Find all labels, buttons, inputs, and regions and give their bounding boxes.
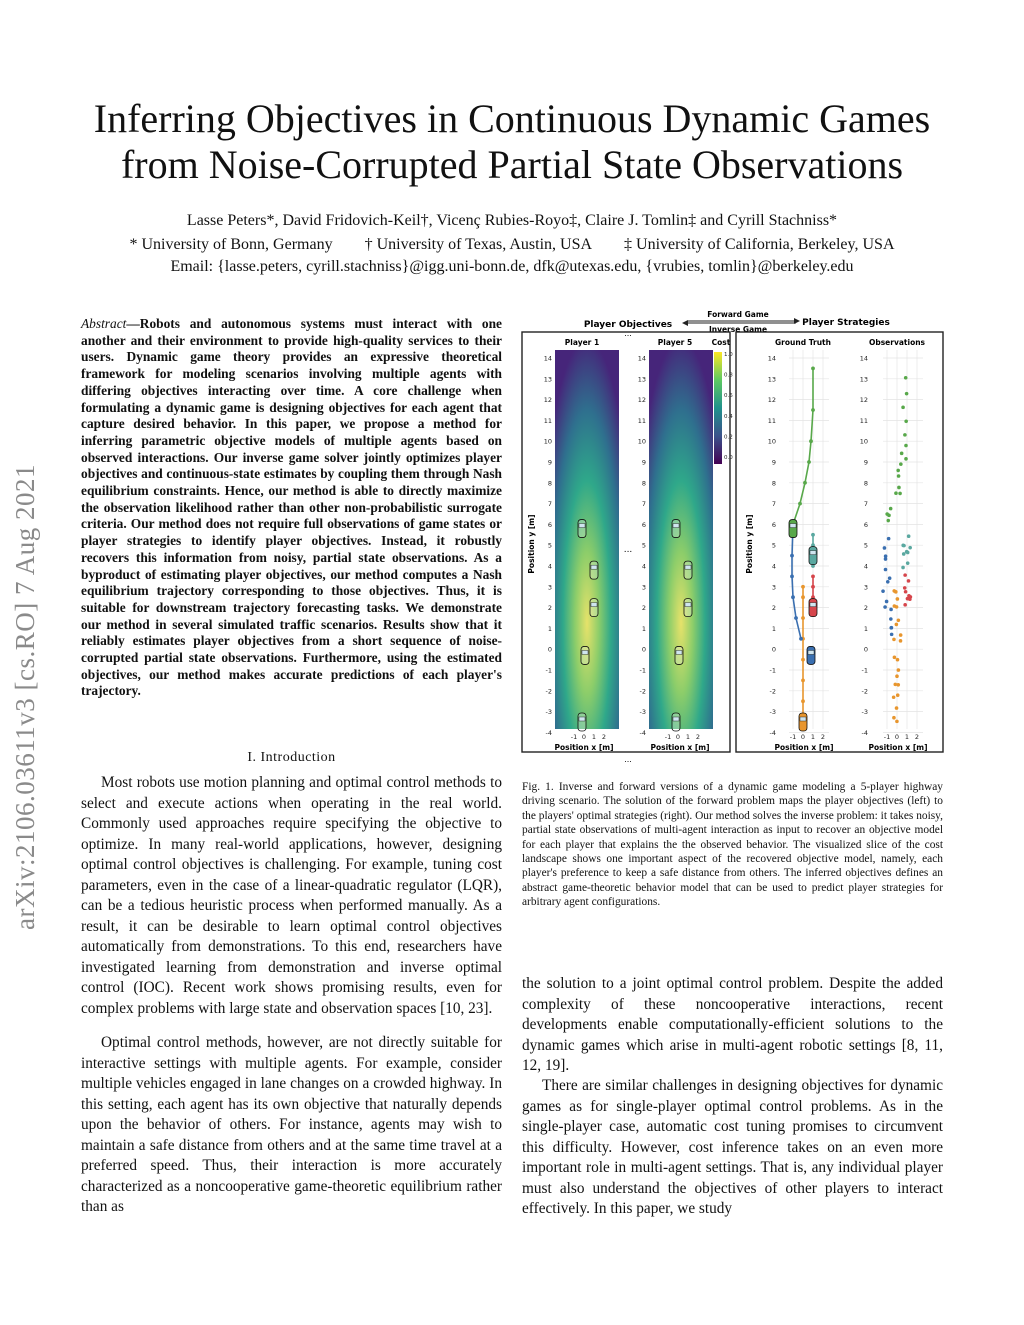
x-tick-ground-truth: 1 [810,733,816,741]
observation-point [884,568,888,572]
cost-tick-label: 0.4 [724,413,733,420]
trajectory-point [790,575,794,579]
cost-tick-label: 0.0 [724,455,733,461]
observation-point [907,579,911,583]
observation-point [903,573,907,577]
observation-point [896,658,900,662]
y-tick-player5: -4 [639,728,646,737]
trajectory-point [799,637,803,641]
y-tick-ground-truth: 10 [767,437,776,446]
y-tick-observations: 12 [859,396,868,405]
car-player5 [684,561,692,579]
car-player5 [672,520,680,538]
y-tick-player1: 6 [547,520,552,529]
y-tick-player5: 11 [637,416,646,425]
y-tick-ground-truth: 7 [771,500,776,509]
trajectory-point [803,481,807,485]
observation-point [897,474,901,478]
x-axis-label-ground-truth: Position x [m] [774,743,834,752]
y-axis-label-left: Position y [m] [527,514,536,574]
observation-point [895,706,899,710]
observation-point [899,639,903,643]
car-ground-truth [807,646,815,664]
x-tick-player1: 0 [581,733,587,741]
x-tick-observations: 1 [904,733,910,741]
car-ground-truth [809,599,817,617]
y-tick-player5: -1 [639,666,646,675]
y-tick-ground-truth: -4 [769,728,776,737]
y-tick-ground-truth: 5 [771,541,776,550]
observation-point [896,693,900,697]
observation-point [884,554,888,558]
ellipsis-bottom: ... [624,755,632,764]
panel-title-cost: Cost [711,338,731,347]
trajectory-point [811,575,815,579]
car-player5-window [673,717,679,721]
y-tick-observations: 2 [863,604,868,613]
observation-point [890,633,894,637]
observation-point [905,392,909,396]
y-tick-player1: -3 [545,708,552,717]
trajectory-point [801,679,805,683]
car-player1-window [582,650,588,654]
car-player5-window [673,524,679,528]
car-ground-truth-window [790,524,796,528]
ellipsis-middle: ... [623,545,633,555]
y-tick-player1: 10 [543,437,552,446]
car-player5 [684,599,692,617]
observation-point [894,491,898,495]
y-tick-player1: -1 [545,666,552,675]
x-tick-player5: 1 [685,733,691,741]
ellipsis-top: ... [624,329,632,338]
y-tick-observations: -3 [861,708,868,717]
trajectory-point [790,554,794,558]
car-player1-window [591,603,597,607]
observation-point [889,617,893,621]
y-tick-player5: 6 [641,520,646,529]
y-tick-player5: 3 [641,583,646,592]
y-tick-player5: 9 [641,458,646,467]
x-tick-player1: -1 [570,733,578,741]
title-line-2: from Noise-Corrupted Partial State Observations [120,142,904,187]
trajectory-point [811,408,815,412]
y-tick-observations: 4 [863,562,868,571]
y-tick-ground-truth: 0 [771,645,776,654]
affiliation-berkeley: ‡ University of California, Berkeley, USA [624,236,895,253]
car-ground-truth-window [808,650,814,654]
observation-point [895,605,899,609]
observation-point [906,561,910,565]
car-player5 [672,713,680,731]
y-tick-player1: 2 [547,604,552,613]
y-tick-observations: -1 [861,666,868,675]
trajectory-point [811,367,815,371]
x-tick-player1: 1 [591,733,597,741]
label-inverse-game: Inverse Game [708,325,768,334]
heatmap-player1 [555,350,619,729]
y-tick-player1: 0 [547,645,552,654]
inverse-arrowhead [682,320,688,326]
affiliations [60,234,964,256]
y-tick-observations: 13 [859,375,868,384]
observation-point [901,544,905,548]
y-tick-ground-truth: 8 [771,479,776,488]
observation-point [897,668,901,672]
y-tick-observations: 0 [863,645,868,654]
y-tick-ground-truth: 13 [767,375,776,384]
intro-paragraph-1: Most robots use motion planning and optimal control methods to select and execute actions when operating in the real world. Commonly used approaches require specifying the objective to optimize. In many real-world applications, however, designing optimal control objectives is challenging. For example, tuning cost parameters, even in the case of a linear-quadratic regulator (LQR), can be a tedious heuristic process when performed manually. As a result, it can be desirable to learn optimal control objectives automatically from demonstrations. To this end, researchers have investigated learning from demonstration and inverse optimal control (IOC). Recent work shows promising results, even for complex problems with large state and observation spaces [10, 23]. [81,774,502,1017]
heatmap-player5 [649,350,713,729]
cost-tick-label: 0.2 [724,434,733,441]
observation-point [896,597,900,601]
observation-point [901,566,905,570]
y-tick-observations: 10 [859,437,868,446]
title-line-1: Inferring Objectives in Continuous Dynamic Games [93,96,931,141]
observation-point [904,457,908,461]
trajectory-point [801,616,805,620]
y-tick-observations: -4 [861,728,868,737]
observation-point [885,600,889,604]
y-tick-ground-truth: 1 [771,624,776,633]
y-tick-observations: 14 [859,354,868,363]
y-tick-player5: 12 [637,396,646,405]
x-tick-ground-truth: 0 [800,733,806,741]
car-player1 [578,520,586,538]
observation-point [886,580,890,584]
observation-point [887,537,891,541]
y-tick-ground-truth: -2 [769,687,776,696]
intro-paragraph-2: Optimal control methods, however, are not directly suitable for interactive settings with multiple agents. For example, consider multiple vehicles engaged in lane changes on a crowded highway. In this setting, each agent has its own objective that naturally depends upon the behavior of others. For instance, agents may wish to maintain a safe distance from others and at the same time travel at a preferred speed. Thus, their interaction is more accurately characterized as a noncooperative game-theoretic equilibrium rather than as [81,1034,502,1215]
observation-point [900,452,904,456]
trajectory-point [798,502,802,506]
observation-point [899,462,903,466]
trajectory-point [801,585,805,589]
y-tick-ground-truth: 9 [771,458,776,467]
trajectory-point [811,533,815,537]
car-player1 [590,561,598,579]
observation-point [903,586,907,590]
observation-point [895,674,899,678]
car-player5 [675,646,683,664]
observation-point [904,590,908,594]
car-ground-truth-window [800,717,806,721]
y-tick-player1: 1 [547,624,552,633]
y-tick-observations: 3 [863,583,868,592]
label-player-objectives: Player Objectives [583,320,673,330]
observation-point [881,589,885,593]
y-tick-player5: 7 [641,500,646,509]
cost-tick-label: 0.8 [724,372,733,379]
right-paragraph-2: There are similar challenges in designing objectives for dynamic games as for single-player optimal control problems. As in the single-player case, automatic cost tuning promises to circumvent this difficulty. However, cost inference takes on an even more important role in multi-agent settings. That is, any individual player must also understand the objectives of other players to interact effectively. In this paper, we study [522,1077,943,1217]
y-tick-player5: -2 [639,687,646,696]
author-emails: Email: {lasse.peters, cyrill.stachniss}@igg.uni-bonn.de, dfk@utexas.edu, {vrubies, tomlin}@berkeley.edu [170,258,854,275]
y-tick-player1: 11 [543,416,552,425]
cost-colorbar [714,352,722,464]
abstract [81,316,502,700]
car-player1 [581,646,589,664]
observation-point [888,576,892,580]
observation-point [887,514,891,518]
y-tick-ground-truth: 12 [767,396,776,405]
y-tick-ground-truth: 4 [771,562,776,571]
observation-point [896,469,900,473]
panel-title-player5: Player 5 [657,338,693,347]
observation-point [889,507,893,511]
panel-title-observations: Observations [868,338,926,347]
y-tick-player1: 7 [547,500,552,509]
figure-caption: Fig. 1. Inverse and forward versions of a dynamic game modeling a 5-player highway driving scenario. The solution of the forward problem maps the player objectives (left) to the players' optimal strategies (right). Our method solves the inverse problem: it takes noisy, partial state observations of multi-agent interaction as input to recover an objective model for each player that explains the the observed behavior. The visualized slice of the cost landscape shows one important aspect of the recovered objective model, namely, each player's preference to keep a safe distance from others. The inferred objectives defines an abstract game-theoretic behavior model that can be used to predict player strategies for arbitrary agent configurations. [522,781,943,909]
observation-point [897,486,901,490]
car-ground-truth [789,520,797,538]
author-list: Lasse Peters*, David Fridovich-Keil†, Vicenç Rubies-Royo‡, Claire J. Tomlin‡ and Cyrill Stachniss* [186,212,838,229]
car-player1 [590,599,598,617]
observation-point [895,623,899,627]
strategies-frame [736,332,943,752]
panel-title-ground-truth: Ground Truth [775,338,831,347]
observation-point [883,605,887,609]
cost-tick-label: 1.0 [724,352,733,358]
car-player1-window [579,717,585,721]
y-tick-player1: 14 [543,354,552,363]
observation-point [898,492,902,496]
observation-point [903,603,907,607]
car-player1 [578,713,586,731]
observation-point [883,546,887,550]
y-tick-ground-truth: 2 [771,604,776,613]
y-tick-observations: 5 [863,541,868,550]
observation-point [892,716,896,720]
y-tick-ground-truth: -3 [769,708,776,717]
x-axis-label-player5: Position x [m] [650,743,710,752]
car-ground-truth [799,713,807,731]
x-axis-label-player1: Position x [m] [554,743,614,752]
y-tick-player1: 3 [547,583,552,592]
x-tick-observations: -1 [883,733,891,741]
car-ground-truth-window [810,551,816,555]
y-tick-ground-truth: 14 [767,354,776,363]
car-player1-window [591,565,597,569]
y-tick-player1: 13 [543,375,552,384]
y-tick-observations: 7 [863,500,868,509]
y-tick-ground-truth: 6 [771,520,776,529]
observation-point [889,608,893,612]
y-tick-player1: 5 [547,541,552,550]
y-tick-player1: 12 [543,396,552,405]
arxiv-identifier: arXiv:2106.03611v3 [cs.RO] 7 Aug 2021 [10,464,40,930]
car-ground-truth-window [810,603,816,607]
observation-point [890,626,894,630]
observation-point [902,552,906,556]
abstract-label: Abstract [81,316,127,331]
y-tick-ground-truth: 3 [771,583,776,592]
y-tick-player1: 9 [547,458,552,467]
abstract-text: —Robots and autonomous systems must interact with one another and their environment to provide high-quality services to their users. Dynamic game theory provides an expressive theoretical framework for modeling scenarios involving multiple agents with differing objectives interacting over time. A core challenge when formulating a dynamic game is designing objectives for each agent that capture desired behavior. In this paper, we propose a method for inferring parametric objective models of multiple agents based on observed interactions. Our inverse game solver jointly optimizes player objectives and continuous-state estimates by coupling them through Nash equilibrium constraints. Hence, our method is able to directly maximize the observation likelihood rather than other non-probabilistic surrogate criteria. Our method does not require full observations of game states or player strategies to identify player objectives. Instead, it robustly recovers this information from noisy, partial state observations. As a byproduct of estimating player objectives, our method computes a Nash equilibrium trajectory corresponding to those objectives. Thus, it is suitable for downstream trajectory forecasting tasks. We demonstrate our method in several simulated traffic scenarios. Results show that it reliably estimates player objectives from a short sequence of noise-corrupted partial state observations. Furthermore, using the estimated objectives, our method makes accurate predictions of each player's trajectory. [81,316,502,699]
observation-point [895,720,899,724]
y-tick-observations: 8 [863,479,868,488]
observation-point [904,419,908,423]
y-tick-player1: 8 [547,479,552,488]
x-tick-player1: 2 [601,733,607,741]
y-tick-player1: -2 [545,687,552,696]
figure-1 [518,306,948,766]
x-tick-player5: 2 [695,733,701,741]
y-tick-player5: 4 [641,562,646,571]
section-heading: I. Introduction [247,750,336,765]
car-ground-truth [809,547,817,565]
x-tick-observations: 2 [914,733,920,741]
x-tick-ground-truth: -1 [789,733,797,741]
car-player1-window [579,524,585,528]
trajectory-point [801,595,805,599]
observation-point [903,433,907,437]
observation-point [886,519,890,523]
y-tick-player5: 8 [641,479,646,488]
y-tick-observations: 6 [863,520,868,529]
x-tick-ground-truth: 2 [820,733,826,741]
trajectory-point [811,585,815,589]
affiliation-texas: † University of Texas, Austin, USA [364,236,593,253]
observation-point [904,376,908,380]
observation-point [896,683,900,687]
observation-point [899,633,903,637]
observation-point [897,618,901,622]
observation-point [908,546,912,550]
observation-point [901,406,905,410]
y-tick-ground-truth: -1 [769,666,776,675]
y-tick-player5: 2 [641,604,646,613]
label-player-strategies: Player Strategies [802,318,890,328]
trajectory-point [809,439,813,443]
paper-title [60,96,964,188]
y-tick-player5: -3 [639,708,646,717]
affiliation-bonn: * University of Bonn, Germany [129,236,333,253]
observation-point [892,638,896,642]
trajectory-point [791,595,795,599]
right-paragraph-1: the solution to a joint optimal control problem. Despite the added complexity of these noncooperative interactions, recent developments enable computationally-efficient solutions to the dynamic games which arise in multi-agent robotic settings [8, 11, 12, 19]. [522,975,943,1074]
y-tick-player5: 0 [641,645,646,654]
y-axis-label-right: Position y [m] [745,514,754,574]
y-tick-ground-truth: 11 [767,416,776,425]
x-tick-player5: 0 [675,733,681,741]
trajectory-point [801,658,805,662]
trajectory-point [807,460,811,464]
x-tick-player5: -1 [664,733,672,741]
y-tick-player5: 5 [641,541,646,550]
y-tick-player5: 10 [637,437,646,446]
car-player5-window [676,650,682,654]
cost-tick-label: 0.6 [724,393,733,400]
y-tick-player1: 4 [547,562,552,571]
trajectory-point [801,699,805,703]
observation-point [906,597,910,601]
y-tick-player1: -4 [545,728,552,737]
y-tick-player5: 14 [637,354,646,363]
label-forward-game: Forward Game [707,310,769,319]
observation-point [907,534,911,538]
trajectory-point [794,616,798,620]
car-player5-window [685,565,691,569]
car-player5-window [685,603,691,607]
y-tick-player5: 13 [637,375,646,384]
x-axis-label-observations: Position x [m] [868,743,928,752]
observation-point [906,551,910,555]
panel-title-player1: Player 1 [564,338,600,347]
observation-point [892,695,896,699]
y-tick-observations: 9 [863,458,868,467]
x-tick-observations: 0 [894,733,900,741]
y-tick-player5: 1 [641,624,646,633]
observation-point [893,656,897,660]
y-tick-observations: 1 [863,624,868,633]
y-tick-observations: 11 [859,416,868,425]
observation-point [894,590,898,594]
y-tick-observations: -2 [861,687,868,696]
observation-point [904,444,908,448]
